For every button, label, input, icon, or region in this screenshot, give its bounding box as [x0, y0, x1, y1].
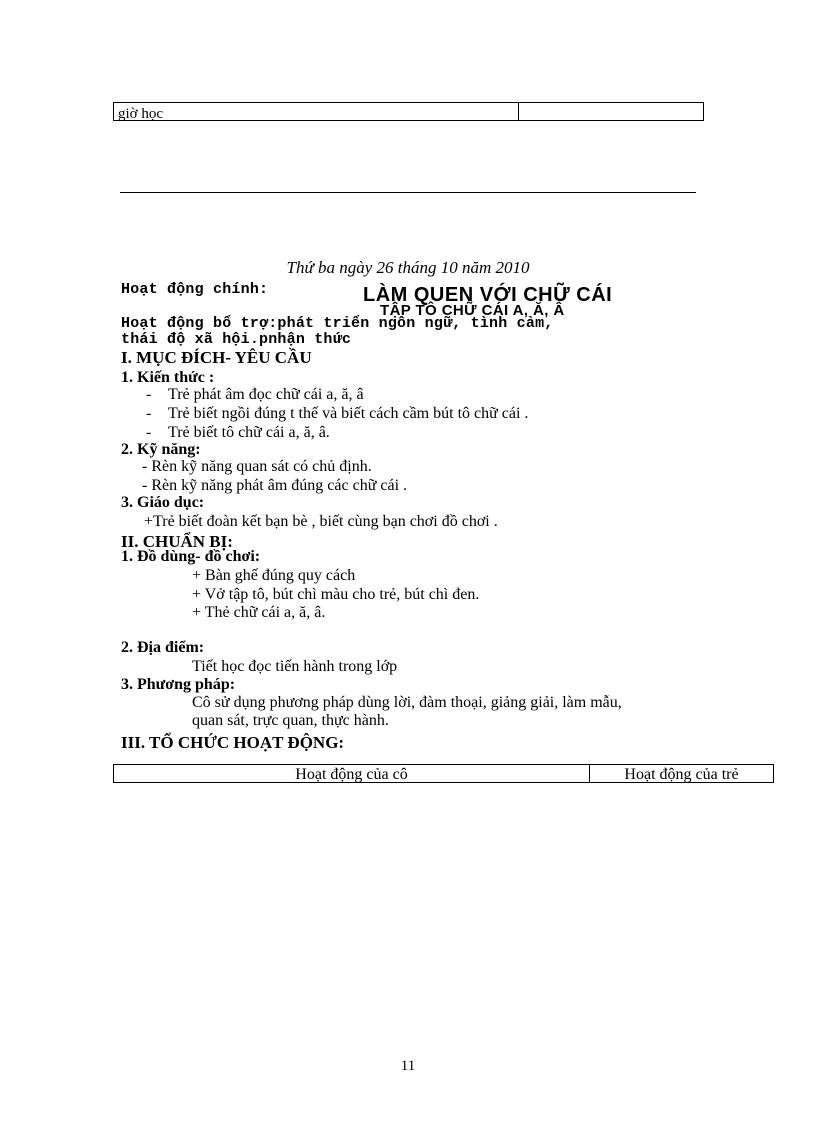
knowledge-item-3: Trẻ biết tô chữ cái a, ă, â.	[168, 424, 330, 441]
method-line-2: quan sát, trực quan, thực hành.	[192, 712, 389, 729]
knowledge-item-1: Trẻ phát âm đọc chữ cái a, ă, â	[168, 386, 364, 403]
date-line: Thứ ba ngày 26 tháng 10 năm 2010	[286, 258, 530, 277]
knowledge-heading: 1. Kiến thức :	[121, 369, 215, 386]
horizontal-rule	[120, 192, 696, 193]
top-table	[113, 102, 704, 121]
method-heading: 3. Phương pháp:	[121, 676, 236, 693]
skills-heading: 2. Kỹ năng:	[121, 441, 201, 458]
main-activity-label: Hoạt động chính:	[121, 281, 269, 298]
location-text: Tiết học đọc tiến hành trong lớp	[192, 658, 398, 675]
section-3-heading: III. TỔ CHỨC HOẠT ĐỘNG:	[121, 733, 345, 752]
activity-table-col-children: Hoạt động của trẻ	[624, 766, 739, 783]
activity-table	[113, 764, 774, 783]
education-heading: 3. Giáo dục:	[121, 494, 205, 511]
materials-item-1: + Bàn ghế đúng quy cách	[192, 567, 356, 584]
knowledge-dash-3: -	[146, 424, 152, 441]
education-item-1: +Trẻ biết đoàn kết bạn bè , biết cùng bạn chơi đồ chơi .	[144, 513, 498, 530]
materials-heading: 1. Đồ dùng- đồ chơi:	[121, 548, 261, 565]
activity-table-col-teacher: Hoạt động của cô	[295, 766, 408, 783]
skills-item-2: - Rèn kỹ năng phát âm đúng các chữ cái .	[142, 477, 408, 494]
support-activity-line-1: Hoạt động bổ trợ:phát triển ngôn ngữ, tình cảm,	[121, 315, 554, 332]
knowledge-item-2: Trẻ biết ngồi đúng t thế và biết cách cầm bút tô chữ cái .	[168, 405, 529, 422]
lesson-title: LÀM QUEN VỚI CHỮ CÁI	[363, 284, 613, 306]
support-activity-line-2: thái độ xã hội.pnhận thức	[121, 331, 352, 348]
top-table-left-cell: giờ học	[118, 106, 164, 122]
location-heading: 2. Địa điểm:	[121, 639, 205, 656]
knowledge-dash-1: -	[146, 386, 152, 403]
materials-item-2: + Vở tập tô, bút chì màu cho trẻ, bút chì đen.	[192, 586, 480, 603]
knowledge-dash-2: -	[146, 405, 152, 422]
top-table-divider	[518, 103, 519, 120]
section-1-heading: I. MỤC ĐÍCH- YÊU CẦU	[121, 348, 312, 367]
method-line-1: Cô sử dụng phương pháp dùng lời, đàm thoại, giảng giải, làm mẫu,	[192, 694, 622, 711]
section-2-heading: II. CHUẨN BỊ:	[121, 532, 233, 551]
lesson-subtitle: TẬP TÔ CHỮ CÁI A, Ă, Â	[380, 302, 565, 319]
materials-item-3: + Thẻ chữ cái a, ă, â.	[192, 604, 326, 621]
skills-item-1: - Rèn kỹ năng quan sát có chủ định.	[142, 458, 372, 475]
page-number: 11	[400, 1058, 416, 1074]
